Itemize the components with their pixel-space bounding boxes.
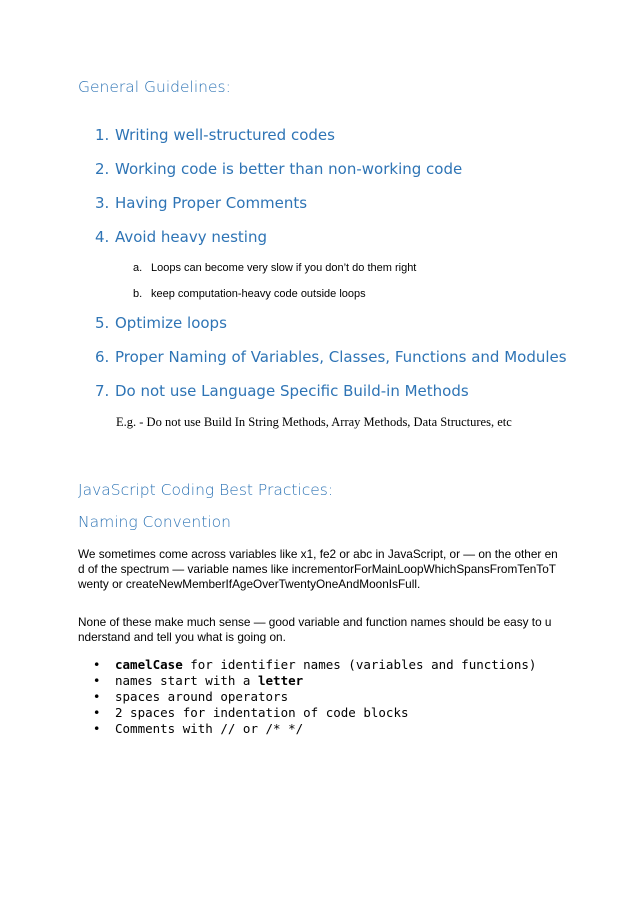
bullet-dot: •	[93, 689, 101, 704]
item-text: Avoid heavy nesting	[115, 228, 267, 246]
item-number: 5.	[95, 314, 110, 332]
bullet-bold: letter	[258, 673, 304, 688]
guideline-item-7	[95, 382, 469, 400]
bullet-dot: •	[93, 721, 101, 736]
bullet-letter	[93, 673, 303, 688]
guideline-item-4	[95, 228, 267, 246]
guideline-item-3	[95, 194, 307, 212]
bullet-indentation	[93, 705, 409, 720]
bullet-text: Comments with // or /* */	[115, 721, 304, 736]
bullet-dot: •	[93, 657, 101, 672]
bullet-dot: •	[93, 705, 101, 720]
bullet-text: 2 spaces for indentation of code blocks	[115, 705, 409, 720]
js-practices-heading: JavaScript Coding Best Practices:	[78, 481, 334, 499]
summary-paragraph: None of these make much sense — good variable and function names should be easy to understand and tell you what is going on.	[78, 615, 552, 644]
bullet-operators	[93, 689, 288, 704]
sub-item-text: Loops can become very slow if you don’t do them right	[151, 262, 417, 274]
guideline-item-1	[95, 126, 335, 144]
bullet-text: spaces around operators	[115, 689, 289, 704]
item-number: 6.	[95, 348, 110, 366]
sub-item-a	[133, 262, 416, 274]
item-number: 2.	[95, 160, 110, 178]
bullet-bold: camelCase	[115, 657, 183, 672]
naming-convention-heading: Naming Convention	[78, 513, 231, 531]
bullet-text: names start with a	[115, 673, 258, 688]
guideline-item-5	[95, 314, 227, 332]
sub-item-b	[133, 288, 366, 300]
general-guidelines-heading: General Guidelines:	[78, 78, 231, 96]
item-number: 4.	[95, 228, 110, 246]
item-text: Proper Naming of Variables, Classes, Functions and Modules	[115, 348, 567, 366]
sub-item-letter: b.	[133, 288, 143, 300]
guideline-item-6	[95, 348, 567, 366]
item-number: 3.	[95, 194, 110, 212]
item-text: Having Proper Comments	[115, 194, 308, 212]
intro-paragraph: We sometimes come across variables like x1, fe2 or abc in JavaScript, or — on the other end of the spectrum — variable names like incrementorForMainLoopWhichSpansFromTenToTwenty or createNewMemberIfAgeOverTwentyOneAndMoonIsFull.	[78, 547, 558, 591]
guideline-item-2	[95, 160, 462, 178]
item-text: Do not use Language Specific Build-in Methods	[115, 382, 469, 400]
sub-item-letter: a.	[133, 262, 143, 274]
item-text: Working code is better than non-working code	[115, 160, 463, 178]
bullet-text: for identifier names (variables and functions)	[182, 657, 537, 672]
item-number: 1.	[95, 126, 110, 144]
item-text: Optimize loops	[115, 314, 227, 332]
bullet-camelcase	[93, 657, 536, 672]
item-number: 7.	[95, 382, 110, 400]
sub-item-text: keep computation-heavy code outside loops	[151, 288, 366, 300]
example-note: E.g. - Do not use Build In String Methods, Array Methods, Data Structures, etc	[116, 415, 512, 429]
bullet-comments	[93, 721, 303, 736]
bullet-dot: •	[93, 673, 101, 688]
item-text: Writing well-structured codes	[115, 126, 335, 144]
